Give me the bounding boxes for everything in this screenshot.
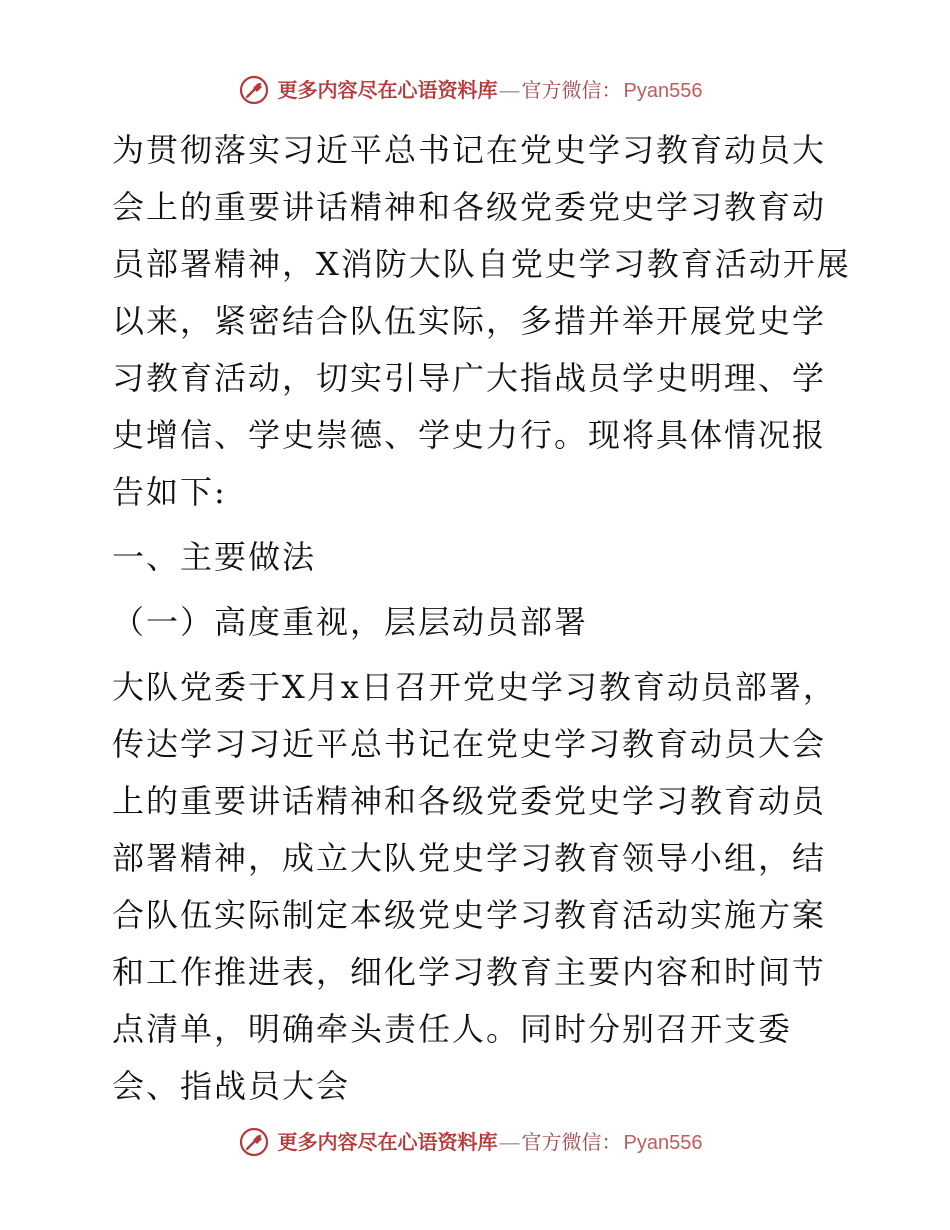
- banner-inner: [238, 74, 703, 106]
- banner-brand: 更多内容尽在心语资料库: [277, 77, 498, 102]
- header-banner: [0, 70, 950, 110]
- paragraph-2: 大队党委于X月x日召开党史学习教育动员部署，传达学习习近平总书记在党史学习教育动员大会上的重要讲话精神和各级党委党史学习教育动员部署精神，成立大队党史学习教育领导小组，结合队伍实际制定本级党史学习教育活动实施方案和工作推进表，细化学习教育主要内容和时间节点清单，明确牵头责任人。同时分别召开支委会、指战员大会: [112, 668, 837, 1105]
- paragraph-1: 为贯彻落实习近平总书记在党史学习教育动员大会上的重要讲话精神和各级党委党史学习教育动员部署精神，X消防大队自党史学习教育活动开展以来，紧密结合队伍实际，多措并举开展党史学习教育活动，切实引导广大指战员学史明理、学史增信、学史崇德、学史力行。现将具体情况报告如下:: [112, 131, 851, 511]
- footer-banner: [0, 1122, 950, 1162]
- banner-dash-footer: —: [499, 1131, 520, 1154]
- section-heading-2: （一）高度重视，层层动员部署: [112, 603, 589, 641]
- banner-wechat-id: Pyan556: [623, 79, 703, 102]
- pen-nib-logo-icon: [238, 1126, 270, 1158]
- pen-nib-logo-icon: [238, 74, 270, 106]
- document-content: [96, 122, 856, 1115]
- section-heading-1: 一、主要做法: [112, 538, 317, 576]
- banner-wechat-id-footer: Pyan556: [623, 1131, 703, 1154]
- banner-brand-footer: 更多内容尽在心语资料库: [277, 1129, 498, 1154]
- banner-sub: 官方微信：: [521, 77, 622, 102]
- banner-dash: —: [499, 79, 520, 102]
- banner-text: [277, 77, 703, 102]
- banner-sub-footer: 官方微信：: [521, 1129, 622, 1154]
- banner-text-footer: [277, 1129, 703, 1154]
- banner-inner-footer: [238, 1126, 703, 1158]
